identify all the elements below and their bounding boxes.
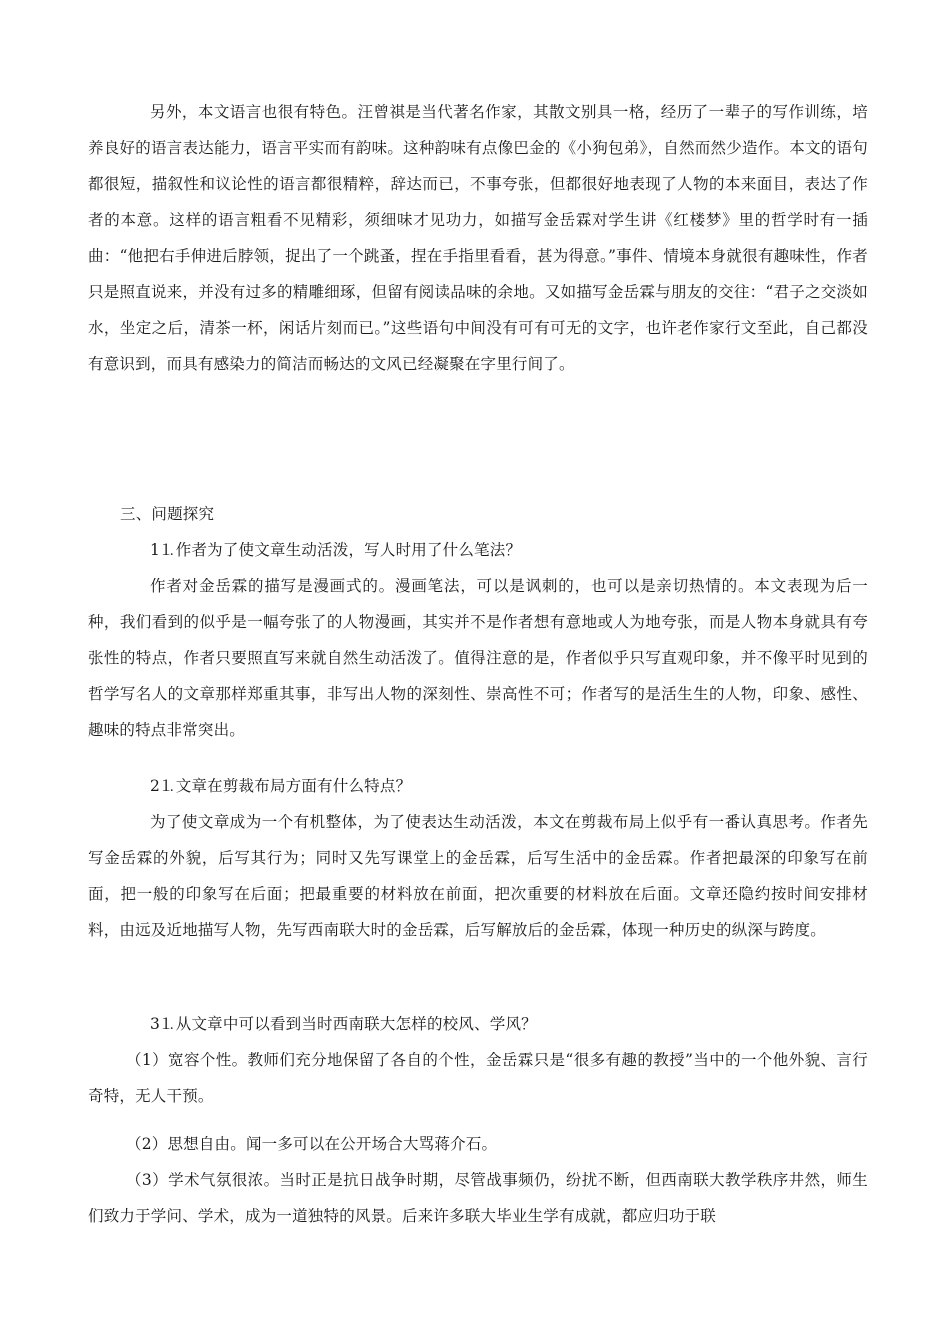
question-3: 3⒈从文章中可以看到当时西南联大怎样的校风、学风？ bbox=[150, 1015, 537, 1033]
answer-1: 作者对金岳霖的描写是漫画式的。漫画笔法，可以是讽刺的，也可以是亲切热情的。本文表现为后一种，我们看到的似乎是一幅夸张了的人物漫画，其实并不是作者想有意地或人为地夸张，而是人物本身就具有夸张性的特点，作者只要照直写来就自然生动活泼了。值得注意的是，作者似乎只写直观印象，并不像平时见到的哲学写名人的文章那样郑重其事，非写出人物的深刻性、崇高性不可；作者写的是活生生的人物，印象、感性、趣味的特点非常突出。 bbox=[88, 577, 868, 739]
answer-3-item-2: （2）思想自由。闻一多可以在公开场合大骂蒋介石。 bbox=[126, 1135, 498, 1153]
paragraph-language-style: 另外，本文语言也很有特色。汪曾祺是当代著名作家，其散文别具一格，经历了一辈子的写作训练，培养良好的语言表达能力，语言平实而有韵味。这种韵味有点像巴金的《小狗包弟》，自然而然少造作。本文的语句都很短，描叙性和议论性的语言都很精粹，辞达而已，不事夸张，但都很好地表现了人物的本来面目，表达了作者的本意。这样的语言粗看不见精彩，须细味才见功力，如描写金岳霖对学生讲《红楼梦》里的哲学时有一插曲：“他把右手伸进后脖领，捉出了一个跳蚤，捏在手指里看看，甚为得意。”事件、情境本身就很有趣味性，作者只是照直说来，并没有过多的精雕细琢，但留有阅读品味的余地。又如描写金岳霖与朋友的交往：“君子之交淡如水，坐定之后，清茶一杯，闲话片刻而已。”这些语句中间没有可有可无的文字，也许老作家行文至此，自己都没有意识到，而具有感染力的简洁而畅达的文风已经凝聚在字里行间了。 bbox=[88, 103, 868, 373]
question-1: 1⒈作者为了使文章生动活泼，写人时用了什么笔法？ bbox=[150, 541, 522, 559]
answer-2: 为了使文章成为一个有机整体，为了使表达生动活泼，本文在剪裁布局上似乎有一番认真思考。作者先写金岳霖的外貌，后写其行为；同时又先写课堂上的金岳霖，后写生活中的金岳霖。作者把最深的印象写在前面，把一般的印象写在后面；把最重要的材料放在前面，把次重要的材料放在后面。文章还隐约按时间安排材料，由远及近地描写人物，先写西南联大时的金岳霖，后写解放后的金岳霖，体现一种历史的纵深与跨度。 bbox=[88, 813, 868, 939]
answer-3-item-3: （3）学术气氛很浓。当时正是抗日战争时期，尽管战事频仍，纷扰不断，但西南联大教学秩序井然，师生们致力于学问、学术，成为一道独特的风景。后来许多联大毕业生学有成就，都应归功于联 bbox=[88, 1171, 868, 1225]
question-2: 2⒈文章在剪裁布局方面有什么特点？ bbox=[150, 777, 412, 795]
section-heading: 三、问题探究 bbox=[120, 505, 215, 523]
answer-3-item-1: （1）宽容个性。教师们充分地保留了各自的个性，金岳霖只是“很多有趣的教授”当中的一个他外貌、言行奇特，无人干预。 bbox=[88, 1051, 868, 1105]
